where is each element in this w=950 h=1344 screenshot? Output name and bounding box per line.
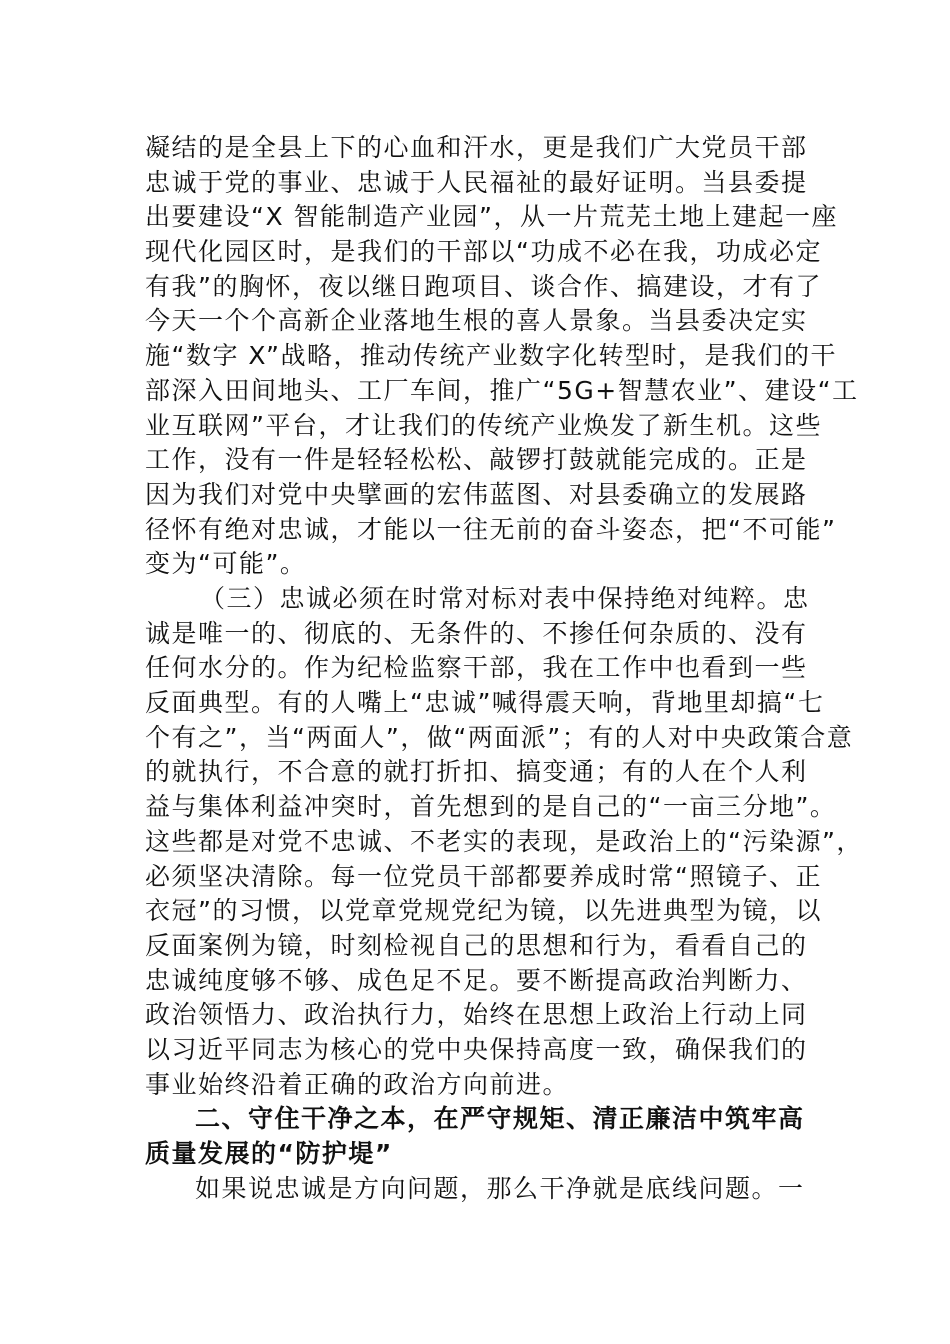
section-heading: 二、守住干净之本，在严守规矩、清正廉洁中筑牢高 xyxy=(195,1104,805,1133)
body-text-line: 益与集体利益冲突时，首先想到的是自己的“一亩三分地”。 xyxy=(145,792,837,821)
body-text-line: 如果说忠诚是方向问题，那么干净就是底线问题。一 xyxy=(195,1174,805,1203)
body-text-line: 因为我们对党中央擘画的宏伟蓝图、对县委确立的发展路 xyxy=(145,480,808,509)
body-text-line: 忠诚于党的事业、忠诚于人民福祉的最好证明。当县委提 xyxy=(145,168,808,197)
body-text-line: 有我”的胸怀，夜以继日跑项目、谈合作、搞建设，才有了 xyxy=(145,272,822,301)
body-text-line: 施“数字 X”战略，推动传统产业数字化转型时，是我们的干 xyxy=(145,341,837,370)
body-text-line: 部深入田间地头、工厂车间，推广“5G+智慧农业”、建设“工 xyxy=(145,376,859,405)
body-text-line: 今天一个个高新企业落地生根的喜人景象。当县委决定实 xyxy=(145,306,808,335)
section-subheading: （三）忠诚必须在时常对标对表中保持绝对纯粹。忠 xyxy=(200,584,810,613)
body-text-line: 反面典型。有的人嘴上“忠诚”喊得震天响，背地里却搞“七 xyxy=(145,688,825,717)
body-text-line: 任何水分的。作为纪检监察干部，我在工作中也看到一些 xyxy=(145,653,808,682)
body-text-line: 事业始终沿着正确的政治方向前进。 xyxy=(145,1070,570,1099)
section-heading: 质量发展的“防护堤” xyxy=(145,1139,393,1168)
body-text-line: 业互联网”平台，才让我们的传统产业焕发了新生机。这些 xyxy=(145,411,822,440)
body-text-line: 变为“可能”。 xyxy=(145,549,307,578)
body-text-line: 径怀有绝对忠诚，才能以一往无前的奋斗姿态，把“不可能” xyxy=(145,515,837,544)
body-text-line: 忠诚纯度够不够、成色足不足。要不断提高政治判断力、 xyxy=(145,966,808,995)
body-text-line: 的就执行，不合意的就打折扣、搞变通；有的人在个人利 xyxy=(145,757,808,786)
body-text-line: 这些都是对党不忠诚、不老实的表现，是政治上的“污染源”， xyxy=(145,827,863,856)
body-text-line: 诚是唯一的、彻底的、无条件的、不掺任何杂质的、没有 xyxy=(145,619,808,648)
body-text-line: 衣冠”的习惯，以党章党规党纪为镜，以先进典型为镜，以 xyxy=(145,896,822,925)
body-text-line: 反面案例为镜，时刻检视自己的思想和行为，看看自己的 xyxy=(145,931,808,960)
body-text-line: 以习近平同志为核心的党中央保持高度一致，确保我们的 xyxy=(145,1035,808,1064)
body-text-line: 凝结的是全县上下的心血和汗水，更是我们广大党员干部 xyxy=(145,133,808,162)
body-text-line: 出要建设“X 智能制造产业园”，从一片荒芜土地上建起一座 xyxy=(145,202,838,231)
body-text-line: 必须坚决清除。每一位党员干部都要养成时常“照镜子、正 xyxy=(145,862,822,891)
body-text-line: 政治领悟力、政治执行力，始终在思想上政治上行动上同 xyxy=(145,1000,808,1029)
body-text-line: 工作，没有一件是轻轻松松、敲锣打鼓就能完成的。正是 xyxy=(145,445,808,474)
body-text-line: 个有之”，当“两面人”，做“两面派”；有的人对中央政策合意 xyxy=(145,723,854,752)
body-text-line: 现代化园区时，是我们的干部以“功成不必在我，功成必定 xyxy=(145,237,822,266)
